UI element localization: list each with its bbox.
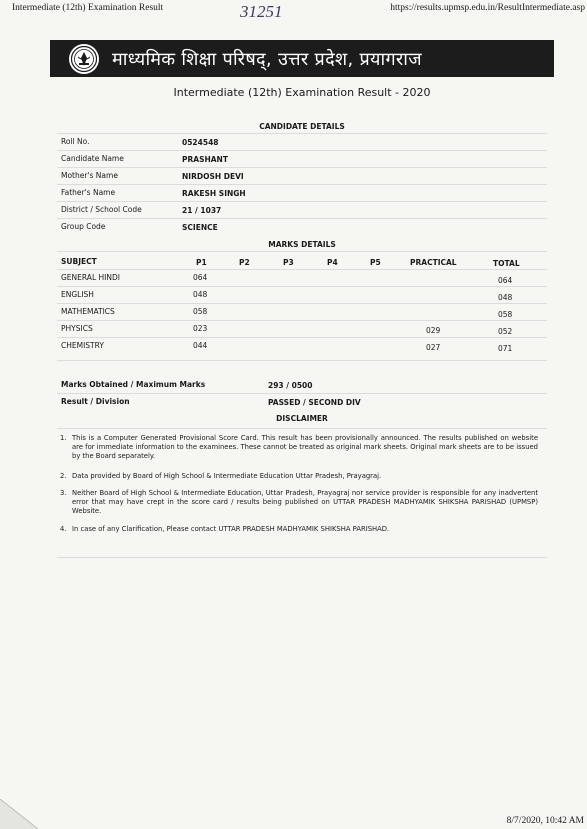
- divider: [57, 167, 547, 168]
- total-cell: 064: [498, 276, 513, 285]
- board-banner: [50, 40, 554, 77]
- disclaimer-number: 2.: [60, 472, 67, 480]
- candidate-details-heading: CANDIDATE DETAILS: [259, 122, 345, 131]
- col-subject: SUBJECT: [61, 257, 97, 266]
- print-timestamp: 8/7/2020, 10:42 AM: [506, 816, 584, 826]
- p1-cell: 064: [193, 273, 208, 282]
- total-cell: 058: [498, 310, 513, 319]
- divider: [57, 251, 547, 252]
- divider: [57, 286, 547, 287]
- handwritten-note: 31251: [240, 2, 283, 21]
- divider: [57, 133, 547, 134]
- divider: [57, 184, 547, 185]
- p1-cell: 023: [193, 324, 208, 333]
- col-practical: PRACTICAL: [410, 258, 457, 267]
- subject-cell: MATHEMATICS: [61, 307, 115, 316]
- p1-cell: 044: [193, 341, 208, 350]
- disclaimer-number: 4.: [60, 525, 67, 533]
- subject-cell: CHEMISTRY: [61, 341, 104, 350]
- total-cell: 052: [498, 327, 513, 336]
- roll-no-label: Roll No.: [61, 137, 90, 146]
- divider: [57, 337, 547, 338]
- disclaimer-text: This is a Computer Generated Provisional Score Card. This result has been provisionally announced. The results published on website are for immediate information to the examinees. These cannot be treated as original mark sheets. Original mark sheets are to be issued by the Board separately.: [72, 434, 538, 461]
- col-p3: P3: [283, 258, 294, 267]
- col-p2: P2: [239, 258, 250, 267]
- exam-title: Intermediate (12th) Examination Result - 2020: [173, 86, 431, 99]
- practical-cell: 029: [426, 326, 441, 335]
- total-cell: 048: [498, 293, 513, 302]
- practical-cell: 027: [426, 343, 441, 352]
- print-header-url: https://results.upmsp.edu.in/ResultIntermediate.asp: [390, 3, 585, 13]
- subject-cell: PHYSICS: [61, 324, 93, 333]
- divider: [57, 557, 547, 558]
- candidate-name-label: Candidate Name: [61, 154, 124, 163]
- divider: [57, 360, 547, 361]
- disclaimer-item: [60, 525, 538, 534]
- disclaimer-number: 3.: [60, 489, 67, 497]
- disclaimer-item: [60, 489, 538, 517]
- page-fold-corner: [0, 799, 38, 829]
- disclaimer-text: Data provided by Board of High School & Intermediate Education Uttar Pradesh, Prayagraj.: [72, 472, 382, 480]
- subject-cell: GENERAL HINDI: [61, 273, 120, 282]
- group-code-label: Group Code: [61, 222, 106, 231]
- divider: [57, 150, 547, 151]
- disclaimer-text: Neither Board of High School & Intermediate Education, Uttar Pradesh, Prayagraj nor service provider is responsible for any inadvertent error that may have crept in the score card / results being published on UTTAR PRADESH MADHYAMIK SHIKSHA PARISHAD (UPMSP) Website.: [72, 489, 538, 516]
- marks-obtained-label: Marks Obtained / Maximum Marks: [61, 380, 206, 389]
- col-total: TOTAL: [493, 259, 520, 268]
- board-name: माध्यमिक शिक्षा परिषद्, उत्तर प्रदेश, प्रयागराज: [112, 48, 422, 70]
- upmsp-emblem-icon: [68, 43, 100, 75]
- divider: [57, 201, 547, 202]
- mother-name-label: Mother's Name: [61, 171, 118, 180]
- result-division-label: Result / Division: [61, 397, 130, 406]
- divider: [57, 320, 547, 321]
- divider: [57, 269, 547, 270]
- marks-obtained-value: 293 / 0500: [268, 381, 313, 390]
- roll-no-value: 0524548: [182, 138, 219, 147]
- father-name-label: Father's Name: [61, 188, 116, 197]
- father-name-value: RAKESH SINGH: [182, 189, 246, 198]
- mother-name-value: NIRDOSH DEVI: [182, 172, 244, 181]
- total-cell: 071: [498, 344, 513, 353]
- marks-details-heading: MARKS DETAILS: [268, 240, 336, 249]
- disclaimer-heading: DISCLAIMER: [276, 414, 328, 423]
- print-header-title: Intermediate (12th) Examination Result: [12, 3, 164, 13]
- result-division-value: PASSED / SECOND DIV: [268, 398, 361, 407]
- disclaimer-item: [60, 472, 538, 481]
- divider: [57, 428, 547, 429]
- divider: [57, 393, 547, 394]
- p1-cell: 048: [193, 290, 208, 299]
- disclaimer-item: [60, 434, 538, 462]
- col-p5: P5: [370, 258, 381, 267]
- disclaimer-text: In case of any Clarification, Please contact UTTAR PRADESH MADHYAMIK SHIKSHA PARISHAD.: [72, 525, 390, 533]
- group-code-value: SCIENCE: [182, 223, 218, 232]
- divider: [57, 218, 547, 219]
- district-school-label: District / School Code: [61, 205, 142, 214]
- disclaimer-number: 1.: [60, 434, 67, 442]
- divider: [57, 303, 547, 304]
- subject-cell: ENGLISH: [61, 290, 94, 299]
- col-p1: P1: [196, 258, 207, 267]
- p1-cell: 058: [193, 307, 208, 316]
- col-p4: P4: [327, 258, 338, 267]
- candidate-name-value: PRASHANT: [182, 155, 228, 164]
- district-school-value: 21 / 1037: [182, 206, 222, 215]
